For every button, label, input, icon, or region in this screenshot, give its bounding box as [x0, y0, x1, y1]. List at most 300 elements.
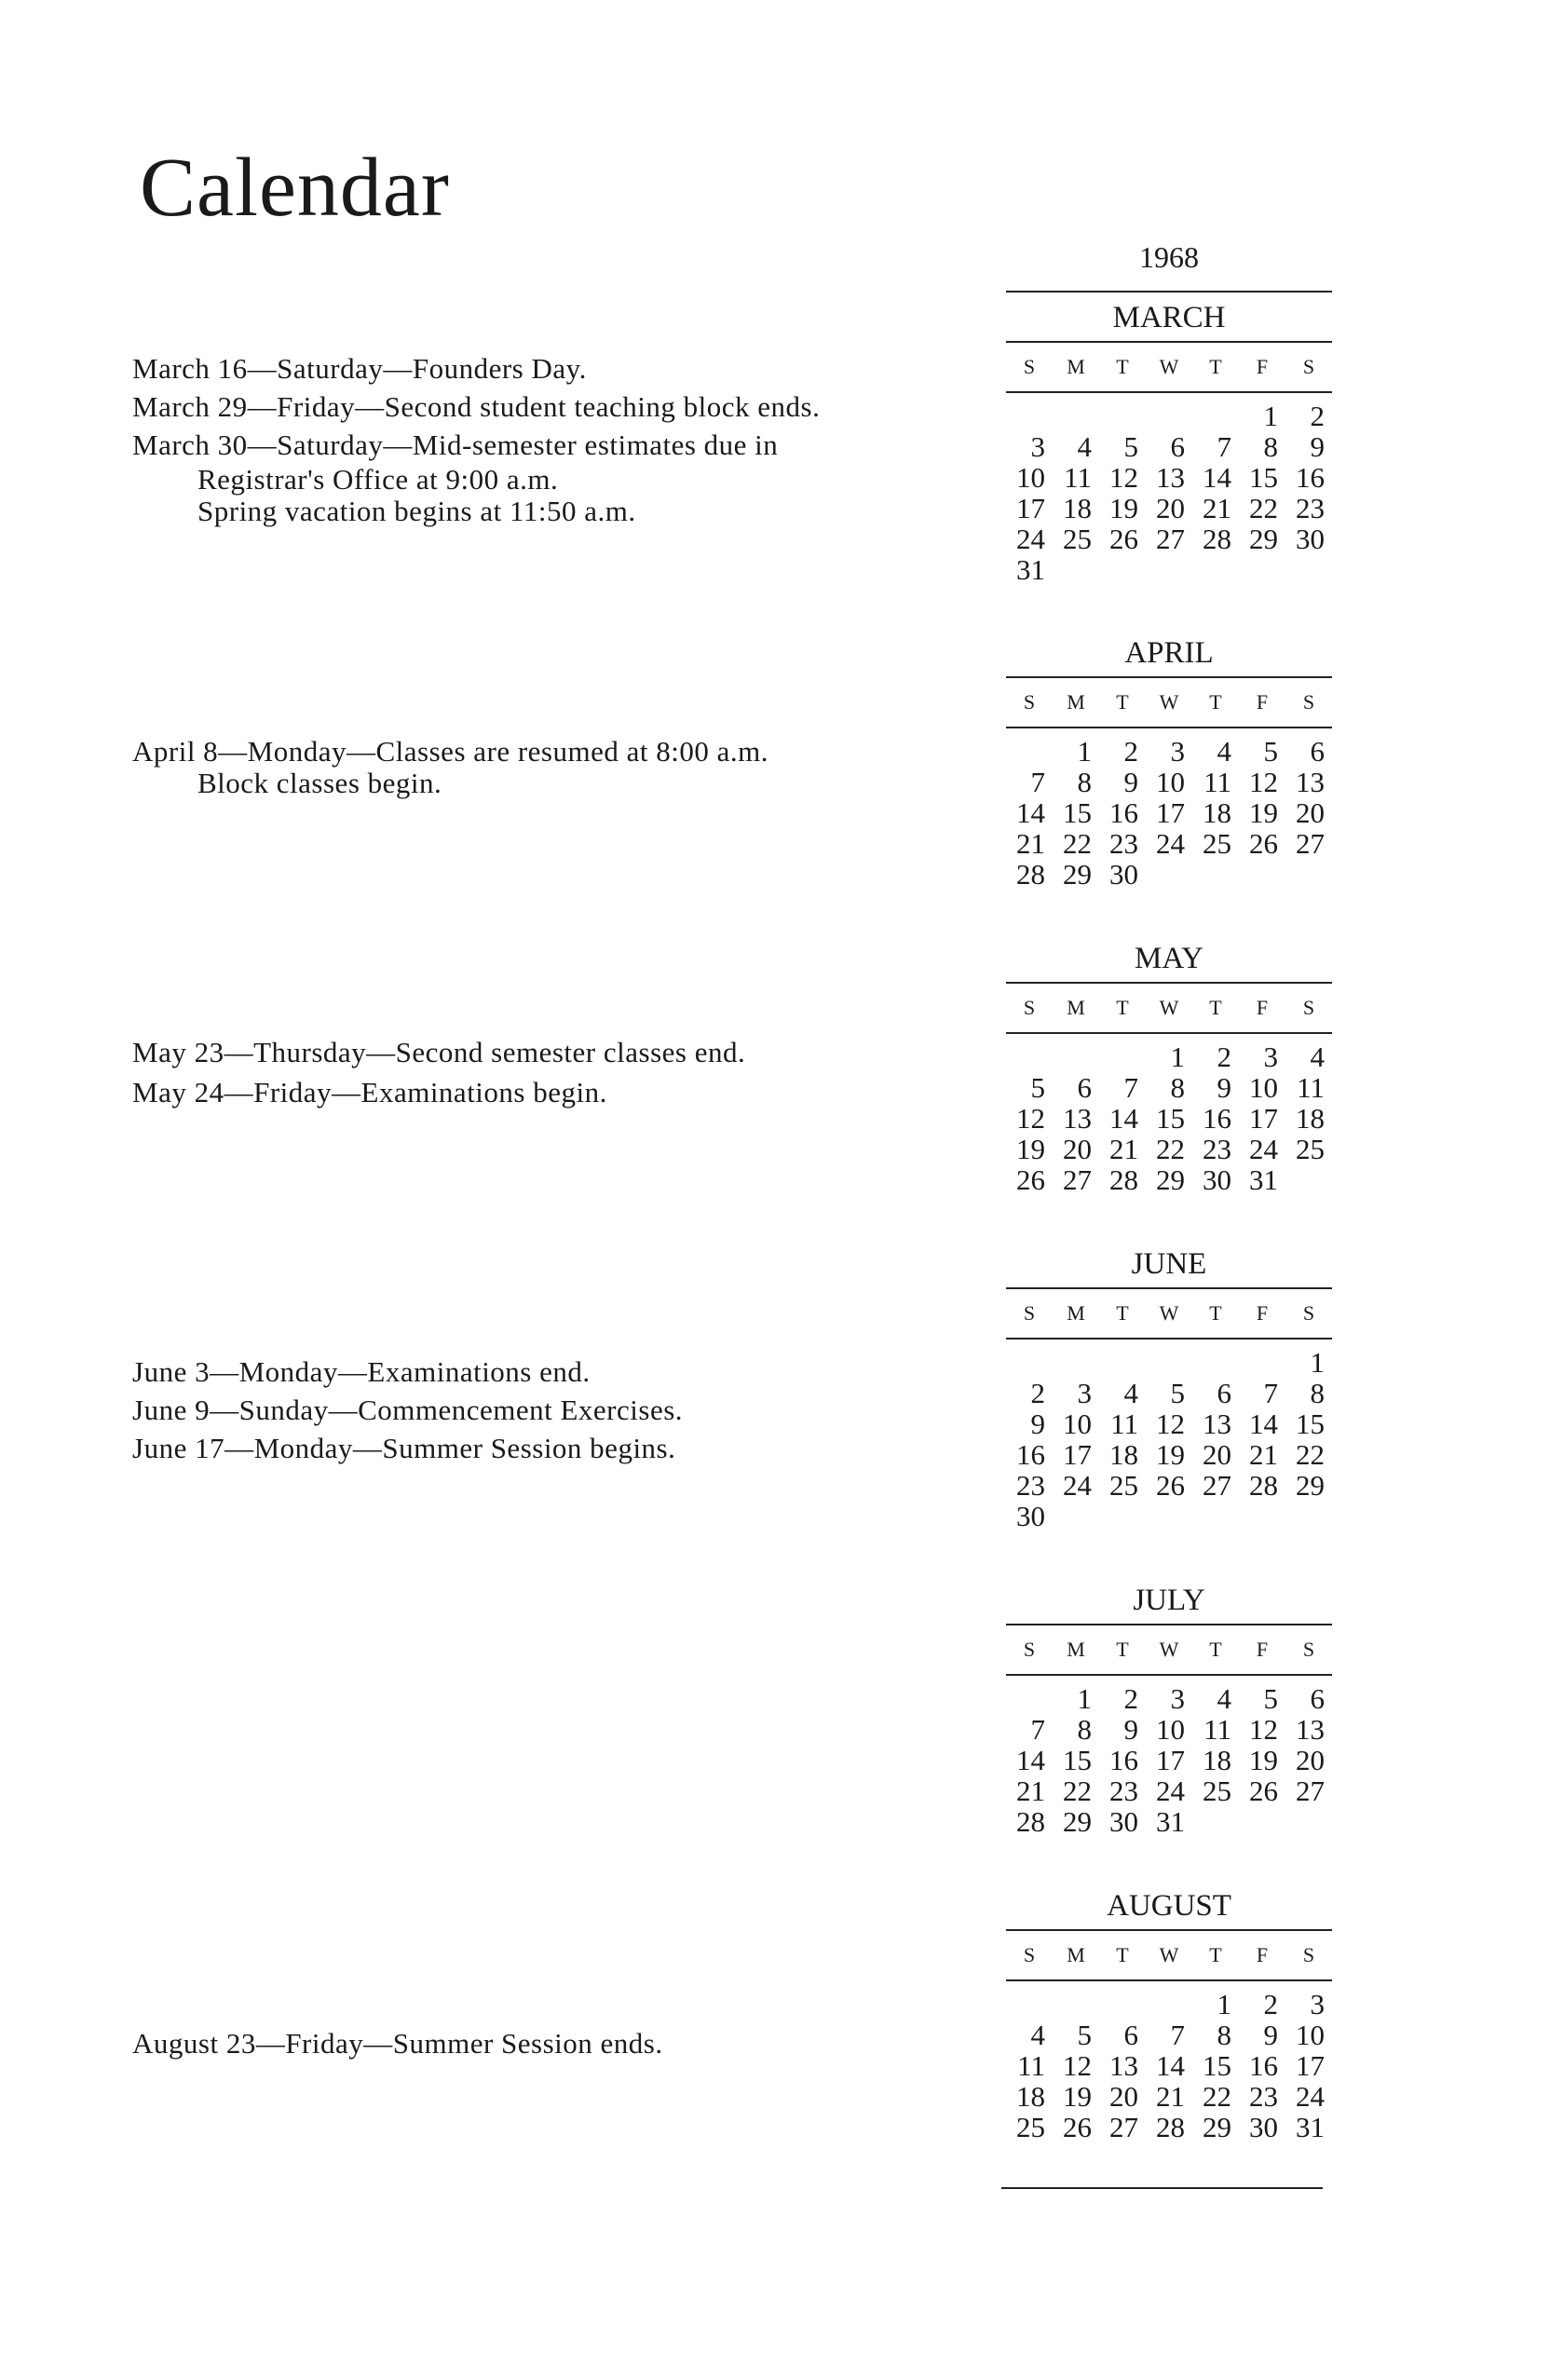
- day-cell: 6: [1077, 1071, 1092, 1104]
- day-cell: [1099, 1347, 1146, 1378]
- day-cell: 9: [1123, 766, 1138, 798]
- day-cell: 2: [1263, 1988, 1278, 2020]
- day-cell: 3: [1170, 735, 1185, 768]
- day-cell: 29: [1063, 858, 1092, 891]
- weekday-header: S: [1302, 1943, 1315, 1966]
- day-cell: 13: [1063, 1102, 1092, 1135]
- week-row: [1006, 1378, 1332, 1408]
- day-cell: 9: [1030, 1408, 1045, 1440]
- day-cell: 31: [1016, 553, 1045, 586]
- week-row: [1006, 1775, 1332, 1806]
- day-cell: 22: [1203, 2080, 1231, 2113]
- day-cell: 16: [1296, 461, 1325, 494]
- day-cell: 24: [1296, 2080, 1325, 2113]
- day-cell: 25: [1296, 1133, 1325, 1165]
- week-row: [1006, 828, 1332, 859]
- week-row: [1006, 1103, 1332, 1134]
- day-cell: [1192, 401, 1239, 431]
- day-cell: 16: [1249, 2049, 1278, 2082]
- weekday-header: S: [1023, 1638, 1036, 1661]
- week-row: [1006, 554, 1332, 585]
- week-row: [1006, 493, 1332, 524]
- day-cell: [1146, 401, 1192, 431]
- day-cell: 4: [1217, 735, 1231, 768]
- day-cell: 6: [1170, 430, 1185, 463]
- event-line: March 16—Saturday—Founders Day.: [132, 352, 587, 385]
- day-cell: 15: [1156, 1102, 1185, 1135]
- page-title: Calendar: [140, 142, 450, 234]
- day-cell: 26: [1109, 523, 1138, 555]
- day-cell: 13: [1203, 1408, 1231, 1440]
- month-march: [1006, 294, 1332, 585]
- day-cell: 17: [1249, 1102, 1278, 1135]
- day-cell: 31: [1296, 2111, 1325, 2143]
- event-line: Spring vacation begins at 11:50 a.m.: [197, 495, 636, 527]
- week-row: [1006, 2050, 1332, 2081]
- month-name: JUNE: [1131, 1247, 1207, 1281]
- day-cell: 11: [1017, 2049, 1045, 2082]
- day-cell: 24: [1016, 523, 1045, 555]
- week-row: [1006, 797, 1332, 828]
- day-cell: 30: [1016, 1500, 1045, 1532]
- day-cell: 6: [1123, 2019, 1138, 2051]
- day-cell: 23: [1203, 1133, 1231, 1165]
- day-cell: [1239, 859, 1285, 890]
- day-cell: 13: [1296, 766, 1325, 798]
- day-cell: 20: [1063, 1133, 1092, 1165]
- day-cell: 9: [1217, 1071, 1231, 1104]
- day-cell: [1053, 1041, 1099, 1072]
- day-cell: 26: [1063, 2111, 1092, 2143]
- day-cell: 17: [1156, 796, 1185, 829]
- week-row: [1006, 431, 1332, 462]
- day-cell: 23: [1296, 492, 1325, 524]
- weekday-header: F: [1256, 1301, 1269, 1325]
- day-cell: 19: [1109, 492, 1138, 524]
- day-cell: [1006, 401, 1053, 431]
- day-cell: [1099, 554, 1146, 585]
- day-cell: 16: [1109, 796, 1138, 829]
- day-cell: 14: [1109, 1102, 1138, 1135]
- day-cell: 13: [1156, 461, 1185, 494]
- day-cell: 9: [1263, 2019, 1278, 2051]
- event-line: April 8—Monday—Classes are resumed at 8:00 a.m.: [132, 735, 768, 768]
- event-line: March 29—Friday—Second student teaching block ends.: [132, 390, 821, 423]
- day-cell: [1053, 401, 1099, 431]
- day-cell: 2: [1123, 1682, 1138, 1715]
- day-cell: 17: [1016, 492, 1045, 524]
- week-row: [1006, 1072, 1332, 1103]
- week-row: [1006, 462, 1332, 493]
- event-line: March 30—Saturday—Mid-semester estimates due in: [132, 428, 779, 461]
- weekday-header: W: [1159, 1943, 1179, 1966]
- events-april: [132, 736, 768, 799]
- day-cell: 2: [1217, 1040, 1231, 1073]
- day-cell: 13: [1109, 2049, 1138, 2082]
- day-cell: 16: [1016, 1438, 1045, 1471]
- day-cell: [1239, 1347, 1285, 1378]
- day-cell: 1: [1077, 735, 1092, 768]
- day-cell: 17: [1156, 1744, 1185, 1776]
- day-cell: 7: [1217, 430, 1231, 463]
- day-cell: 30: [1296, 523, 1325, 555]
- day-cell: [1285, 554, 1332, 585]
- calendar-bottom-rule: [1001, 2187, 1323, 2189]
- day-cell: 19: [1249, 796, 1278, 829]
- weekday-header: T: [1116, 996, 1129, 1019]
- weekday-header: S: [1302, 996, 1315, 1019]
- day-cell: 2: [1030, 1377, 1045, 1409]
- day-cell: 29: [1249, 523, 1278, 555]
- day-cell: 3: [1263, 1040, 1278, 1073]
- weekday-header: S: [1023, 1301, 1036, 1325]
- week-row: [1006, 401, 1332, 431]
- day-cell: 9: [1310, 430, 1325, 463]
- day-cell: 8: [1077, 1713, 1092, 1746]
- day-cell: 3: [1077, 1377, 1092, 1409]
- weekday-header-row: [1006, 1929, 1332, 1981]
- day-cell: 21: [1109, 1133, 1138, 1165]
- weekday-header: F: [1256, 1638, 1269, 1661]
- week-row: [1006, 1470, 1332, 1501]
- events-may: [132, 1032, 745, 1112]
- week-row: [1006, 1347, 1332, 1378]
- month-days: [1006, 1041, 1332, 1195]
- day-cell: 14: [1016, 1744, 1045, 1776]
- day-cell: 29: [1156, 1163, 1185, 1196]
- day-cell: 12: [1063, 2049, 1092, 2082]
- weekday-header: T: [1116, 355, 1129, 378]
- event-line: June 17—Monday—Summer Session begins.: [132, 1432, 676, 1464]
- month-name: AUGUST: [1107, 1889, 1231, 1923]
- day-cell: 1: [1077, 1682, 1092, 1715]
- day-cell: 1: [1310, 1346, 1325, 1379]
- day-cell: 22: [1156, 1133, 1185, 1165]
- weekday-header: T: [1209, 355, 1222, 378]
- weekday-header: W: [1159, 1301, 1179, 1325]
- day-cell: [1053, 1989, 1099, 2020]
- day-cell: 7: [1030, 1713, 1045, 1746]
- weekday-header: T: [1116, 1638, 1129, 1661]
- day-cell: 8: [1217, 2019, 1231, 2051]
- day-cell: 23: [1109, 827, 1138, 860]
- day-cell: 7: [1030, 766, 1045, 798]
- day-cell: 6: [1310, 735, 1325, 768]
- day-cell: 22: [1063, 1775, 1092, 1807]
- day-cell: 29: [1296, 1469, 1325, 1502]
- weekday-header: F: [1256, 355, 1269, 378]
- month-days: [1006, 736, 1332, 890]
- day-cell: 10: [1156, 1713, 1185, 1746]
- weekday-header: M: [1067, 355, 1085, 378]
- weekday-header: M: [1067, 1301, 1085, 1325]
- day-cell: 27: [1156, 523, 1185, 555]
- week-row: [1006, 859, 1332, 890]
- weekday-header: S: [1023, 690, 1036, 714]
- day-cell: [1053, 554, 1099, 585]
- weekday-header: T: [1209, 1638, 1222, 1661]
- day-cell: 14: [1249, 1408, 1278, 1440]
- week-row: [1006, 1408, 1332, 1439]
- day-cell: [1006, 736, 1053, 767]
- week-row: [1006, 1164, 1332, 1195]
- weekday-header: T: [1209, 690, 1222, 714]
- day-cell: [1099, 401, 1146, 431]
- event-line: June 3—Monday—Examinations end.: [132, 1355, 591, 1388]
- week-row: [1006, 1439, 1332, 1470]
- day-cell: 5: [1077, 2019, 1092, 2051]
- week-row: [1006, 1989, 1332, 2020]
- day-cell: 18: [1203, 1744, 1231, 1776]
- weekday-header: T: [1116, 1943, 1129, 1966]
- day-cell: 8: [1170, 1071, 1185, 1104]
- day-cell: 1: [1263, 400, 1278, 432]
- day-cell: 12: [1109, 461, 1138, 494]
- day-cell: [1146, 859, 1192, 890]
- day-cell: 15: [1249, 461, 1278, 494]
- week-row: [1006, 767, 1332, 797]
- day-cell: 24: [1249, 1133, 1278, 1165]
- weekday-header: W: [1159, 690, 1179, 714]
- weekday-header: W: [1159, 996, 1179, 1019]
- day-cell: 15: [1296, 1408, 1325, 1440]
- day-cell: 25: [1109, 1469, 1138, 1502]
- weekday-header: M: [1067, 996, 1085, 1019]
- weekday-header: F: [1256, 690, 1269, 714]
- day-cell: [1239, 1501, 1285, 1531]
- day-cell: 12: [1156, 1408, 1185, 1440]
- day-cell: 30: [1249, 2111, 1278, 2143]
- weekday-header: T: [1116, 690, 1129, 714]
- day-cell: 27: [1109, 2111, 1138, 2143]
- day-cell: 15: [1203, 2049, 1231, 2082]
- day-cell: 6: [1217, 1377, 1231, 1409]
- weekday-header: S: [1023, 1943, 1036, 1966]
- day-cell: 22: [1249, 492, 1278, 524]
- day-cell: 3: [1030, 430, 1045, 463]
- weekday-header: T: [1209, 1301, 1222, 1325]
- day-cell: 25: [1203, 827, 1231, 860]
- day-cell: 20: [1296, 796, 1325, 829]
- day-cell: [1285, 1501, 1332, 1531]
- day-cell: 2: [1310, 400, 1325, 432]
- day-cell: 21: [1016, 1775, 1045, 1807]
- day-cell: 5: [1263, 1682, 1278, 1715]
- weekday-header: M: [1067, 690, 1085, 714]
- day-cell: 21: [1016, 827, 1045, 860]
- month-august: [1006, 1883, 1332, 2142]
- event-line: May 24—Friday—Examinations begin.: [132, 1076, 607, 1108]
- day-cell: [1006, 1347, 1053, 1378]
- day-cell: 18: [1109, 1438, 1138, 1471]
- event-line: Block classes begin.: [197, 767, 442, 799]
- day-cell: [1239, 554, 1285, 585]
- day-cell: 15: [1063, 1744, 1092, 1776]
- day-cell: [1146, 1501, 1192, 1531]
- day-cell: [1099, 1989, 1146, 2020]
- day-cell: 28: [1156, 2111, 1185, 2143]
- day-cell: 6: [1310, 1682, 1325, 1715]
- day-cell: 11: [1203, 766, 1231, 798]
- weekday-header: M: [1067, 1638, 1085, 1661]
- weekday-header-row: [1006, 1287, 1332, 1340]
- day-cell: 19: [1249, 1744, 1278, 1776]
- day-cell: 23: [1249, 2080, 1278, 2113]
- weekday-header: S: [1302, 355, 1315, 378]
- weekday-header: F: [1256, 996, 1269, 1019]
- month-days: [1006, 1683, 1332, 1837]
- day-cell: 11: [1110, 1408, 1138, 1440]
- day-cell: 18: [1296, 1102, 1325, 1135]
- day-cell: [1099, 1501, 1146, 1531]
- day-cell: 14: [1016, 796, 1045, 829]
- day-cell: 27: [1203, 1469, 1231, 1502]
- week-row: [1006, 2020, 1332, 2050]
- day-cell: 10: [1249, 1071, 1278, 1104]
- week-row: [1006, 736, 1332, 767]
- day-cell: 12: [1249, 766, 1278, 798]
- day-cell: 7: [1263, 1377, 1278, 1409]
- event-line: June 9—Sunday—Commencement Exercises.: [132, 1394, 684, 1426]
- week-row: [1006, 1501, 1332, 1531]
- day-cell: 27: [1296, 1775, 1325, 1807]
- weekday-header: M: [1067, 1943, 1085, 1966]
- weekday-header: T: [1209, 996, 1222, 1019]
- event-line: Registrar's Office at 9:00 a.m.: [197, 463, 559, 496]
- calendar-year: 1968: [1139, 240, 1199, 274]
- day-cell: 24: [1063, 1469, 1092, 1502]
- day-cell: 23: [1109, 1775, 1138, 1807]
- day-cell: 26: [1249, 1775, 1278, 1807]
- day-cell: 19: [1156, 1438, 1185, 1471]
- week-row: [1006, 1714, 1332, 1745]
- month-april: [1006, 630, 1332, 890]
- event-line: August 23—Friday—Summer Session ends.: [132, 2027, 663, 2060]
- weekday-header-row: [1006, 982, 1332, 1034]
- day-cell: 28: [1016, 858, 1045, 891]
- month-june: [1006, 1241, 1332, 1531]
- month-days: [1006, 401, 1332, 585]
- day-cell: 21: [1249, 1438, 1278, 1471]
- day-cell: 16: [1203, 1102, 1231, 1135]
- weekday-header: T: [1209, 1943, 1222, 1966]
- day-cell: 17: [1296, 2049, 1325, 2082]
- week-row: [1006, 1134, 1332, 1164]
- day-cell: 8: [1263, 430, 1278, 463]
- day-cell: [1192, 859, 1239, 890]
- weekday-header: F: [1256, 1943, 1269, 1966]
- weekday-header: S: [1302, 1301, 1315, 1325]
- day-cell: 4: [1217, 1682, 1231, 1715]
- day-cell: [1285, 859, 1332, 890]
- day-cell: 11: [1064, 461, 1092, 494]
- day-cell: [1053, 1347, 1099, 1378]
- day-cell: 5: [1030, 1071, 1045, 1104]
- day-cell: 15: [1063, 796, 1092, 829]
- day-cell: [1006, 1041, 1053, 1072]
- day-cell: 10: [1063, 1408, 1092, 1440]
- day-cell: 4: [1030, 2019, 1045, 2051]
- weekday-header: S: [1023, 996, 1036, 1019]
- day-cell: [1192, 1347, 1239, 1378]
- day-cell: 4: [1310, 1040, 1325, 1073]
- day-cell: [1239, 1806, 1285, 1837]
- events-august: [132, 2024, 663, 2062]
- day-cell: [1285, 1806, 1332, 1837]
- day-cell: 1: [1217, 1988, 1231, 2020]
- day-cell: 28: [1249, 1469, 1278, 1502]
- day-cell: 11: [1203, 1713, 1231, 1746]
- day-cell: 3: [1170, 1682, 1185, 1715]
- day-cell: 8: [1077, 766, 1092, 798]
- day-cell: 12: [1016, 1102, 1045, 1135]
- day-cell: 25: [1016, 2111, 1045, 2143]
- day-cell: [1192, 554, 1239, 585]
- day-cell: 20: [1109, 2080, 1138, 2113]
- day-cell: 27: [1063, 1163, 1092, 1196]
- day-cell: 28: [1203, 523, 1231, 555]
- day-cell: [1192, 1501, 1239, 1531]
- week-row: [1006, 2112, 1332, 2142]
- day-cell: 5: [1170, 1377, 1185, 1409]
- day-cell: 2: [1123, 735, 1138, 768]
- day-cell: 28: [1016, 1805, 1045, 1838]
- day-cell: 17: [1063, 1438, 1092, 1471]
- day-cell: 13: [1296, 1713, 1325, 1746]
- day-cell: 23: [1016, 1469, 1045, 1502]
- event-line: May 23—Thursday—Second semester classes end.: [132, 1036, 746, 1068]
- day-cell: 27: [1296, 827, 1325, 860]
- day-cell: 18: [1016, 2080, 1045, 2113]
- day-cell: [1146, 554, 1192, 585]
- day-cell: 5: [1263, 735, 1278, 768]
- day-cell: 10: [1016, 461, 1045, 494]
- month-days: [1006, 1989, 1332, 2142]
- day-cell: 20: [1156, 492, 1185, 524]
- calendar-top-rule: [1006, 291, 1332, 292]
- day-cell: 31: [1249, 1163, 1278, 1196]
- day-cell: 26: [1156, 1469, 1185, 1502]
- week-row: [1006, 1745, 1332, 1775]
- weekday-header-row: [1006, 676, 1332, 728]
- weekday-header: S: [1023, 355, 1036, 378]
- day-cell: 24: [1156, 827, 1185, 860]
- day-cell: 11: [1297, 1071, 1325, 1104]
- weekday-header: T: [1116, 1301, 1129, 1325]
- events-june: [132, 1353, 683, 1467]
- day-cell: 7: [1170, 2019, 1185, 2051]
- day-cell: 18: [1203, 796, 1231, 829]
- day-cell: 22: [1063, 827, 1092, 860]
- day-cell: [1006, 1989, 1053, 2020]
- day-cell: [1006, 1683, 1053, 1714]
- day-cell: 20: [1296, 1744, 1325, 1776]
- day-cell: [1192, 1806, 1239, 1837]
- day-cell: 25: [1063, 523, 1092, 555]
- day-cell: 10: [1156, 766, 1185, 798]
- day-cell: 14: [1203, 461, 1231, 494]
- day-cell: 19: [1016, 1133, 1045, 1165]
- month-name: MAY: [1135, 942, 1203, 975]
- day-cell: 3: [1310, 1988, 1325, 2020]
- day-cell: 25: [1203, 1775, 1231, 1807]
- month-name: APRIL: [1124, 636, 1214, 670]
- day-cell: 29: [1063, 1805, 1092, 1838]
- month-july: [1006, 1577, 1332, 1837]
- day-cell: 7: [1123, 1071, 1138, 1104]
- week-row: [1006, 524, 1332, 554]
- day-cell: 22: [1296, 1438, 1325, 1471]
